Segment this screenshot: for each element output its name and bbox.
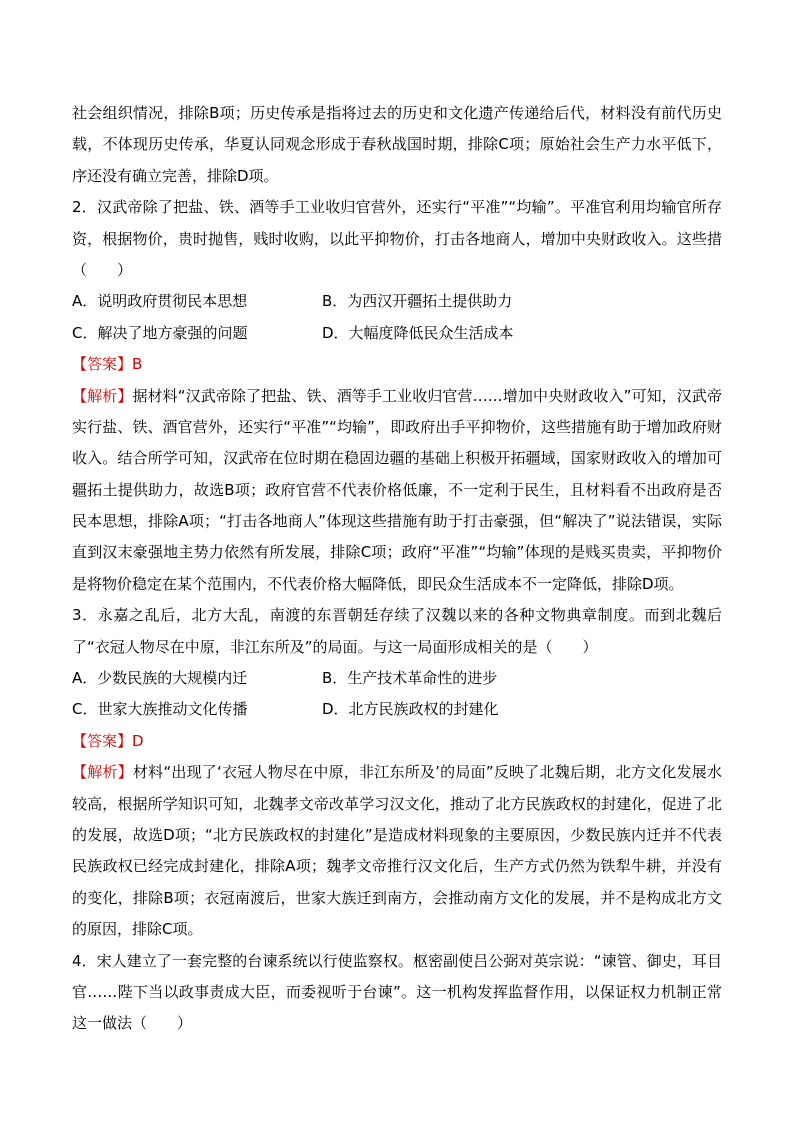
analysis-line: 直到汉末豪强地主势力依然有所发展，排除C项；政府“平准”“均输”体现的是贱买贵卖，平抑物价 <box>72 543 722 562</box>
options-row <box>72 318 722 349</box>
question-stem-line: 3．永嘉之乱后，北方大乱，南渡的东晋朝廷存续了汉魏以来的各种文物典章制度。而到北魏后 <box>72 606 722 625</box>
text-line: 载，不体现历史传承，华夏认同观念形成于春秋战国时期，排除C项；原始社会生产力水平低下， <box>72 135 722 154</box>
text-line: 社会组织情况，排除B项；历史传承是指将过去的历史和文化遗产传递给后代，材料没有前代历史 <box>72 104 722 122</box>
analysis-text: 据材料“汉武帝除了把盐、铁、酒等手工业收归官营……增加中央财政收入”可知，汉武帝 <box>132 386 722 405</box>
question-stem-line: 资，根据物价，贵时抛售，贱时收购，以此平抑物价，打击各地商人，增加中央财政收入。这些措 <box>72 229 722 248</box>
question-3 <box>72 600 722 945</box>
analysis-line: 民族政权已经完成封建化，排除A项；魏孝文帝推行汉文化后，生产方式仍然为铁犁牛耕，并没有 <box>72 857 722 876</box>
options-row <box>72 286 722 317</box>
answer-label: 【答案】 <box>72 731 133 750</box>
answer-blank: （ ） <box>72 260 133 279</box>
question-stem-line: 这一做法（ ） <box>72 1014 193 1033</box>
question-stem-line: 了“衣冠人物尽在中原，非江东所及”的局面。与这一局面形成相关的是（ ） <box>72 637 598 656</box>
answer-label: 【答案】 <box>72 355 133 374</box>
option-d: D．大幅度降低民众生活成本 <box>322 323 514 342</box>
question-stem-line: 4．宋人建立了一套完整的台谏系统以行使监察权。枢密副使吕公弼对英宗说：“谏管、御史，耳目 <box>72 951 722 970</box>
analysis-line: 疆拓土提供助力，故选B项；政府官营不代表价格低廉，不一定利于民生，且材料看不出政府是否 <box>72 480 722 499</box>
analysis-line <box>72 757 722 788</box>
question-stem-line: 2．汉武帝除了把盐、铁、酒等手工业收归官营外，还实行“平准”“均输”。平准官利用均输官所存 <box>72 198 722 217</box>
text-line: 序还没有确立完善，排除D项。 <box>72 166 279 185</box>
analysis-line: 较高，根据所学知识可知，北魏孝文帝改革学习汉文化，推动了北方民族政权的封建化，促进了北 <box>72 794 722 813</box>
option-b: B．为西汉开疆拓土提供助力 <box>322 292 513 311</box>
document-page <box>72 98 722 1040</box>
option-b: B．生产技术革命性的进步 <box>322 669 498 688</box>
option-c: C．解决了地方豪强的问题 <box>72 323 248 342</box>
option-a: A．说明政府贯彻民本思想 <box>72 292 248 311</box>
analysis-line: 实行盐、铁、酒官营外，还实行“平准”“均输”，即政府出手平抑物价，这些措施有助于增加政府财 <box>72 417 722 436</box>
option-c: C．世家大族推动文化传播 <box>72 700 248 719</box>
answer-value: B <box>132 355 143 374</box>
analysis-line: 的变化，排除B项；衣冠南渡后，世家大族迁到南方，会推动南方文化的发展，并不是构成北方文 <box>72 888 722 907</box>
analysis-line: 是将物价稳定在某个范围内，不代表价格大幅降低，即民众生活成本不一定降低，排除D项。 <box>72 574 684 593</box>
question-2 <box>72 192 722 600</box>
options-row <box>72 694 722 725</box>
option-a: A．少数民族的大规模内迁 <box>72 669 248 688</box>
analysis-text: 材料“出现了‘衣冠人物尽在中原，非江东所及’的局面”反映了北魏后期，北方文化发展水 <box>132 763 722 782</box>
question-stem-line: 官……陛下当以政事责成大臣，而委视听于台谏”。这一机构发挥监督作用，以保证权力机制正常 <box>72 982 722 1001</box>
option-d: D．北方民族政权的封建化 <box>322 700 499 719</box>
analysis-label: 【解析】 <box>72 386 133 405</box>
analysis-line: 民本思想，排除A项；“打击各地商人”体现这些措施有助于打击豪强，但“解决了”说法错误，实际 <box>72 512 722 531</box>
analysis-line: 的原因，排除C项。 <box>72 920 203 939</box>
question-4 <box>72 946 722 1040</box>
answer-line <box>72 726 722 757</box>
analysis-line: 的发展，故选D项；“北方民族政权的封建化”是造成材料现象的主要原因，少数民族内迁并不代表 <box>72 825 722 844</box>
previous-analysis-continuation <box>72 98 722 192</box>
answer-line <box>72 349 722 380</box>
analysis-line <box>72 381 722 412</box>
analysis-label: 【解析】 <box>72 763 133 782</box>
options-row <box>72 663 722 694</box>
analysis-line: 收入。结合所学可知，汉武帝在位时期在稳固边疆的基础上积极开拓疆域，国家财政收入的增加可 <box>72 449 722 468</box>
answer-value: D <box>132 731 144 750</box>
